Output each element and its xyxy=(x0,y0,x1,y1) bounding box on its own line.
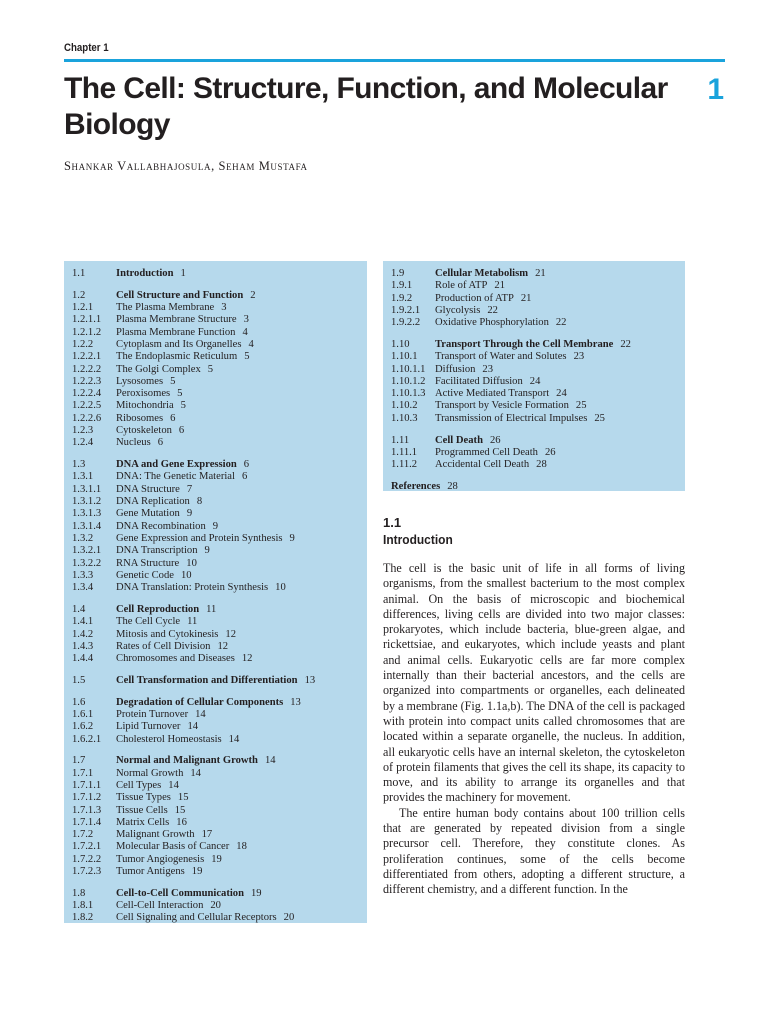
toc-entry-page: 28 xyxy=(536,459,547,471)
toc-entry-number: 1.3.4 xyxy=(72,582,94,594)
toc-entry-number: 1.8 xyxy=(72,887,86,899)
toc-entry-page: 26 xyxy=(489,434,501,446)
table-of-contents-left xyxy=(64,261,367,923)
toc-entry-title: Diffusion xyxy=(435,363,476,375)
toc-entry-page: 6 xyxy=(157,437,164,449)
chapter-number: 1 xyxy=(707,73,724,106)
toc-entry xyxy=(391,376,681,388)
toc-entry-number: 1.10.1 xyxy=(391,351,418,363)
toc-entry-page: 19 xyxy=(211,853,222,865)
toc-entry-title: Cytoskeleton xyxy=(116,425,172,437)
toc-entry-page: 14 xyxy=(190,767,201,779)
toc-entry-number: 1.10.1.2 xyxy=(391,375,426,387)
toc-entry-title: Role of ATP xyxy=(435,280,488,292)
toc-entry xyxy=(391,305,681,317)
toc-entry xyxy=(72,508,363,520)
toc-entry-page: 25 xyxy=(575,400,587,412)
toc-entry xyxy=(72,675,363,687)
toc-entry-page: 22 xyxy=(487,304,498,316)
toc-entry-page: 11 xyxy=(187,616,198,628)
toc-entry xyxy=(72,912,363,924)
toc-entry-page: 3 xyxy=(221,302,227,314)
toc-entry xyxy=(72,841,363,853)
toc-entry xyxy=(72,653,363,665)
toc-entry-page: 9 xyxy=(212,520,219,532)
toc-entry-page: 14 xyxy=(228,733,240,745)
toc-entry-page: 2 xyxy=(250,289,256,301)
toc-entry xyxy=(72,792,363,804)
toc-list-right xyxy=(391,268,681,493)
toc-entry-page: 13 xyxy=(290,696,301,708)
toc-entry-page: 6 xyxy=(243,459,250,471)
toc-entry-number: 1.7.2.1 xyxy=(72,841,102,853)
toc-entry-page: 1 xyxy=(180,268,186,279)
toc-entry-title: Production of ATP xyxy=(435,292,514,304)
toc-entry xyxy=(72,339,363,351)
toc-entry xyxy=(72,641,363,653)
toc-entry-number: 1.11.1 xyxy=(391,446,418,458)
toc-entry xyxy=(72,888,363,900)
toc-entry xyxy=(72,437,363,449)
toc-entry-title: Glycolysis xyxy=(435,304,481,316)
toc-entry-title: Transport by Vesicle Formation xyxy=(435,400,569,412)
toc-entry-page: 28 xyxy=(447,480,458,492)
toc-entry-page: 14 xyxy=(195,709,206,720)
toc-entry-number: 1.9.1 xyxy=(391,280,413,292)
toc-entry xyxy=(391,459,681,471)
toc-entry xyxy=(391,339,681,351)
toc-entry-page: 20 xyxy=(283,912,295,924)
toc-entry-number: 1.6.2 xyxy=(72,721,94,733)
toc-entry-page: 22 xyxy=(620,338,631,350)
toc-entry xyxy=(72,558,363,570)
toc-entry-number: 1.2.2.5 xyxy=(72,400,102,412)
toc-entry-title: Molecular Basis of Cancer xyxy=(116,841,230,853)
toc-entry-title: Cholesterol Homeostasis xyxy=(116,733,222,745)
toc-entry-number: 1.10.3 xyxy=(391,412,418,424)
toc-entry-title: Accidental Cell Death xyxy=(435,459,530,471)
toc-entry-number: 1.6.1 xyxy=(72,709,94,720)
toc-entry-title: Normal Growth xyxy=(116,767,184,779)
toc-entry-number: 1.2.2.6 xyxy=(72,412,102,424)
toc-entry xyxy=(72,351,363,363)
toc-entry-number: 1.3.1.1 xyxy=(72,483,102,495)
toc-entry-title: Malignant Growth xyxy=(116,829,195,841)
toc-entry xyxy=(391,447,681,459)
toc-entry-number: 1.10.1.3 xyxy=(391,388,426,400)
toc-entry-page: 21 xyxy=(494,280,505,292)
toc-entry-number: 1.7.2.3 xyxy=(72,866,102,878)
toc-entry-title: Cell-Cell Interaction xyxy=(116,900,204,912)
chapter-authors: Shankar Vallabhajosula, Seham Mustafa xyxy=(64,159,308,173)
toc-entry-number: 1.2.3 xyxy=(72,425,94,437)
toc-entry-title: Ribosomes xyxy=(116,412,164,424)
toc-entry xyxy=(72,302,363,314)
toc-entry xyxy=(391,400,681,412)
toc-entry-page: 8 xyxy=(196,496,203,508)
toc-entry xyxy=(72,327,363,339)
toc-entry xyxy=(72,629,363,641)
toc-entry-number: 1.4.4 xyxy=(72,653,94,665)
toc-entry-title: Plasma Membrane Structure xyxy=(116,314,237,326)
toc-entry-title: Transmission of Electrical Impulses xyxy=(435,412,588,424)
toc-entry xyxy=(72,734,363,746)
toc-entry xyxy=(391,351,681,363)
toc-entry-title: Lysosomes xyxy=(116,375,164,387)
toc-entry-page: 18 xyxy=(236,841,247,853)
toc-entry-number: 1.3.1.4 xyxy=(72,520,102,532)
body-paragraph: The cell is the basic unit of life in all forms of living organisms, from the smallest bacterium to the most complex animal. On the basis of microscopic and biochemical differences, living cells are divided into two major classes: prokaryotes, which include bacteria, blue-green algae, and rickettsiae, and eukaryotes, which include yeasts and plant and animal cells. Eukaryotic cells are far more complex internally than their bacterial ancestors, and the cells are organized into compartments or organelles, each delineated by a membrane (Fig. 1.1a,b). The DNA of the cell is packaged with protein into compact units called chromosomes that are located within a separate organelle, the nucleus. In addition, all eukaryotic cells have an internal skeleton, the cytoskeleton of protein filaments that gives the cell its shape, its capacity to move, and its ability to arrange its organelles and that provides the machinery for movement. xyxy=(383,561,685,805)
toc-entry xyxy=(391,293,681,305)
section-number: 1.1 xyxy=(383,515,402,530)
toc-entry-page: 10 xyxy=(180,569,192,581)
toc-entry-page: 5 xyxy=(180,400,186,412)
toc-entry-number: 1.10 xyxy=(391,338,410,350)
toc-entry-page: 15 xyxy=(174,804,186,816)
toc-entry-page: 7 xyxy=(186,483,193,495)
toc-entry-number: 1.2.2.3 xyxy=(72,375,102,387)
toc-entry-title: Tumor Antigens xyxy=(116,866,185,878)
toc-entry-title: Tissue Types xyxy=(116,792,171,804)
toc-entry-number: 1.7.1.3 xyxy=(72,804,102,816)
toc-entry xyxy=(72,780,363,792)
toc-entry xyxy=(391,280,681,292)
toc-entry-title: Degradation of Cellular Components xyxy=(116,696,284,708)
toc-entry-page: 5 xyxy=(177,388,183,400)
toc-entry-number: 1.3.3 xyxy=(72,569,94,581)
toc-entry-title: Transport Through the Cell Membrane xyxy=(435,338,614,350)
toc-entry-title: Active Mediated Transport xyxy=(435,388,550,400)
toc-entry-title: The Cell Cycle xyxy=(116,616,181,628)
toc-entry-number: 1.3 xyxy=(72,459,86,471)
toc-entry-title: Chromosomes and Diseases xyxy=(116,653,235,665)
toc-entry-number: 1.10.2 xyxy=(391,400,418,412)
toc-entry-title: Mitochondria xyxy=(116,400,174,412)
toc-entry-title: Protein Turnover xyxy=(116,709,189,720)
toc-entry-page: 17 xyxy=(201,829,213,841)
toc-entry xyxy=(72,570,363,582)
toc-entry-title: Cell Transformation and Differentiation xyxy=(116,674,298,686)
toc-entry xyxy=(391,435,681,447)
toc-entry-number: 1.7.1 xyxy=(72,767,94,779)
toc-entry-title: Mitosis and Cytokinesis xyxy=(116,628,219,640)
toc-entry xyxy=(72,484,363,496)
toc-entry xyxy=(72,582,363,594)
toc-entry-title: References xyxy=(391,480,441,492)
toc-entry-number: 1.2.2.4 xyxy=(72,388,102,400)
toc-entry-page: 10 xyxy=(186,557,197,569)
toc-entry xyxy=(72,866,363,878)
toc-entry-number: 1.9.2.2 xyxy=(391,317,421,329)
toc-entry xyxy=(72,768,363,780)
toc-entry-title: DNA and Gene Expression xyxy=(116,459,237,471)
toc-entry-page: 15 xyxy=(177,792,189,804)
toc-entry-page: 6 xyxy=(170,412,176,424)
toc-entry-title: Introduction xyxy=(116,268,174,279)
toc-entry xyxy=(72,697,363,709)
toc-entry-title: Gene Expression and Protein Synthesis xyxy=(116,532,283,544)
toc-entry xyxy=(72,364,363,376)
section-title: Introduction xyxy=(383,532,453,547)
toc-entry xyxy=(72,709,363,721)
toc-entry-page: 19 xyxy=(191,866,203,878)
toc-entry xyxy=(72,376,363,388)
toc-entry xyxy=(72,388,363,400)
toc-entry-title: DNA Recombination xyxy=(116,520,206,532)
toc-entry-title: RNA Structure xyxy=(116,557,180,569)
toc-entry-title: Programmed Cell Death xyxy=(435,446,538,458)
toc-entry-title: Cell Signaling and Cellular Receptors xyxy=(116,912,277,924)
toc-entry-page: 22 xyxy=(555,317,567,329)
header-rule xyxy=(64,59,725,62)
toc-entry-title: The Endoplasmic Reticulum xyxy=(116,351,238,363)
toc-entry-number: 1.9.2.1 xyxy=(391,304,421,316)
toc-entry-number: 1.6.2.1 xyxy=(72,733,102,745)
toc-entry-title: DNA Translation: Protein Synthesis xyxy=(116,582,269,594)
toc-entry-number: 1.1 xyxy=(72,268,86,279)
toc-entry-page: 16 xyxy=(176,816,187,828)
toc-entry xyxy=(391,268,681,280)
toc-entry-number: 1.9.2 xyxy=(391,292,413,304)
toc-entry-title: Matrix Cells xyxy=(116,816,170,828)
chapter-label: Chapter 1 xyxy=(64,42,109,54)
toc-entry xyxy=(72,400,363,412)
toc-entry-page: 23 xyxy=(482,363,494,375)
toc-entry-page: 10 xyxy=(275,582,286,594)
toc-entry-number: 1.7.1.4 xyxy=(72,816,102,828)
toc-entry-page: 12 xyxy=(241,653,253,665)
toc-entry-number: 1.4.2 xyxy=(72,628,94,640)
toc-entry xyxy=(391,481,681,493)
toc-entry-number: 1.3.1.2 xyxy=(72,496,102,508)
toc-entry xyxy=(391,317,681,329)
toc-entry-page: 4 xyxy=(248,338,254,350)
toc-entry-page: 21 xyxy=(535,268,546,279)
toc-entry xyxy=(72,413,363,425)
toc-entry-title: Rates of Cell Division xyxy=(116,640,211,652)
toc-entry-title: Cell Reproduction xyxy=(116,603,200,615)
toc-entry xyxy=(72,817,363,829)
toc-entry xyxy=(72,314,363,326)
toc-entry-page: 4 xyxy=(242,326,248,338)
toc-entry-page: 14 xyxy=(264,755,276,767)
toc-entry xyxy=(72,900,363,912)
toc-entry-page: 3 xyxy=(243,314,249,326)
toc-entry xyxy=(72,521,363,533)
toc-entry xyxy=(391,364,681,376)
toc-entry-page: 19 xyxy=(251,887,262,899)
toc-entry-page: 9 xyxy=(289,532,295,544)
toc-entry xyxy=(72,471,363,483)
toc-entry-page: 24 xyxy=(529,375,541,387)
toc-entry-page: 14 xyxy=(187,721,199,733)
toc-entry-page: 25 xyxy=(594,412,605,424)
toc-entry xyxy=(72,805,363,817)
toc-entry-title: DNA Transcription xyxy=(116,545,198,557)
toc-entry-title: Oxidative Phosphorylation xyxy=(435,317,549,329)
toc-entry-number: 1.11 xyxy=(391,434,410,446)
chapter-title: The Cell: Structure, Function, and Molecular Biology xyxy=(64,72,668,141)
toc-entry-number: 1.2 xyxy=(72,289,86,301)
toc-entry-number: 1.2.1.1 xyxy=(72,314,102,326)
toc-entry xyxy=(391,388,681,400)
toc-entry-number: 1.3.1.3 xyxy=(72,508,102,520)
toc-entry xyxy=(72,290,363,302)
toc-entry-title: The Golgi Complex xyxy=(116,363,201,375)
toc-entry xyxy=(72,854,363,866)
toc-entry-page: 11 xyxy=(206,603,217,615)
toc-entry-title: DNA Replication xyxy=(116,496,190,508)
toc-entry-page: 12 xyxy=(217,640,229,652)
toc-entry-page: 23 xyxy=(573,351,585,363)
toc-entry-title: Cytoplasm and Its Organelles xyxy=(116,338,242,350)
toc-entry-number: 1.5 xyxy=(72,674,86,686)
toc-entry-number: 1.4.1 xyxy=(72,616,94,628)
toc-entry-page: 5 xyxy=(207,363,214,375)
toc-entry-number: 1.4.3 xyxy=(72,640,94,652)
toc-entry-title: Nucleus xyxy=(116,437,151,449)
toc-list-left xyxy=(72,268,363,925)
toc-entry-page: 13 xyxy=(304,674,316,686)
toc-entry xyxy=(72,604,363,616)
toc-entry-page: 14 xyxy=(168,779,179,791)
toc-entry-title: Cell Types xyxy=(116,779,162,791)
toc-entry xyxy=(72,533,363,545)
toc-entry-title: Peroxisomes xyxy=(116,388,171,400)
toc-entry-number: 1.2.4 xyxy=(72,437,94,449)
toc-entry-title: Lipid Turnover xyxy=(116,721,181,733)
toc-entry-number: 1.2.1.2 xyxy=(72,326,102,338)
body-paragraph: The entire human body contains about 100 trillion cells that are generated by repeated division from a single precursor cell. Therefore, they constitute clones. As proliferation continues, some of the cells become differentiated from others, adopting a different structure, a different chemistry, and a different function. In the xyxy=(383,805,685,897)
toc-entry-title: Cell Structure and Function xyxy=(116,289,244,301)
toc-entry-page: 20 xyxy=(210,900,221,912)
toc-entry-number: 1.3.2.1 xyxy=(72,545,102,557)
toc-entry-number: 1.4 xyxy=(72,603,86,615)
toc-entry-number: 1.7.1.1 xyxy=(72,779,102,791)
toc-entry xyxy=(391,413,681,425)
toc-entry-number: 1.10.1.1 xyxy=(391,363,426,375)
table-of-contents-right xyxy=(383,261,685,491)
toc-entry-number: 1.2.1 xyxy=(72,302,94,314)
toc-entry xyxy=(72,268,363,280)
toc-entry-title: Facilitated Diffusion xyxy=(435,375,523,387)
toc-entry-number: 1.7.1.2 xyxy=(72,792,102,804)
toc-entry-page: 12 xyxy=(225,628,237,640)
toc-entry-number: 1.8.1 xyxy=(72,900,94,912)
toc-entry xyxy=(72,545,363,557)
toc-entry xyxy=(72,755,363,767)
toc-entry-page: 9 xyxy=(204,545,210,557)
toc-entry-title: Gene Mutation xyxy=(116,508,180,520)
toc-entry-number: 1.3.2.2 xyxy=(72,557,102,569)
section-body xyxy=(383,561,685,898)
toc-entry xyxy=(72,829,363,841)
toc-entry-title: The Plasma Membrane xyxy=(116,302,215,314)
toc-entry-number: 1.9 xyxy=(391,268,405,279)
toc-entry-title: Genetic Code xyxy=(116,569,174,581)
toc-entry-number: 1.2.2.1 xyxy=(72,351,102,363)
toc-entry xyxy=(72,616,363,628)
toc-entry xyxy=(72,721,363,733)
toc-entry-page: 9 xyxy=(186,508,193,520)
toc-entry-page: 24 xyxy=(556,388,567,400)
toc-entry-number: 1.6 xyxy=(72,696,86,708)
toc-entry-number: 1.7.2 xyxy=(72,829,94,841)
toc-entry-page: 5 xyxy=(170,375,176,387)
toc-entry-page: 6 xyxy=(178,425,185,437)
toc-entry-title: Transport of Water and Solutes xyxy=(435,351,567,363)
toc-entry-number: 1.2.2 xyxy=(72,338,94,350)
toc-entry-number: 1.2.2.2 xyxy=(72,363,102,375)
toc-entry-title: Normal and Malignant Growth xyxy=(116,755,258,767)
toc-entry-title: DNA: The Genetic Material xyxy=(116,471,235,483)
toc-entry-number: 1.3.1 xyxy=(72,471,94,483)
toc-entry xyxy=(72,425,363,437)
toc-entry-page: 26 xyxy=(544,446,556,458)
toc-entry-title: Cellular Metabolism xyxy=(435,268,529,279)
toc-entry xyxy=(72,459,363,471)
toc-entry-title: Plasma Membrane Function xyxy=(116,326,236,338)
toc-entry-number: 1.11.2 xyxy=(391,459,418,471)
toc-entry-title: Tumor Angiogenesis xyxy=(116,853,205,865)
toc-entry-number: 1.7.2.2 xyxy=(72,853,102,865)
toc-entry xyxy=(72,496,363,508)
toc-entry-number: 1.8.2 xyxy=(72,912,94,924)
toc-entry-title: Cell Death xyxy=(435,434,483,446)
toc-entry-title: Tissue Cells xyxy=(116,804,168,816)
toc-entry-page: 21 xyxy=(520,292,532,304)
toc-entry-page: 6 xyxy=(241,471,248,483)
toc-entry-title: Cell-to-Cell Communication xyxy=(116,887,244,899)
toc-entry-title: DNA Structure xyxy=(116,483,180,495)
toc-entry-page: 5 xyxy=(244,351,250,363)
toc-entry-number: 1.3.2 xyxy=(72,532,94,544)
toc-entry-number: 1.7 xyxy=(72,755,86,767)
